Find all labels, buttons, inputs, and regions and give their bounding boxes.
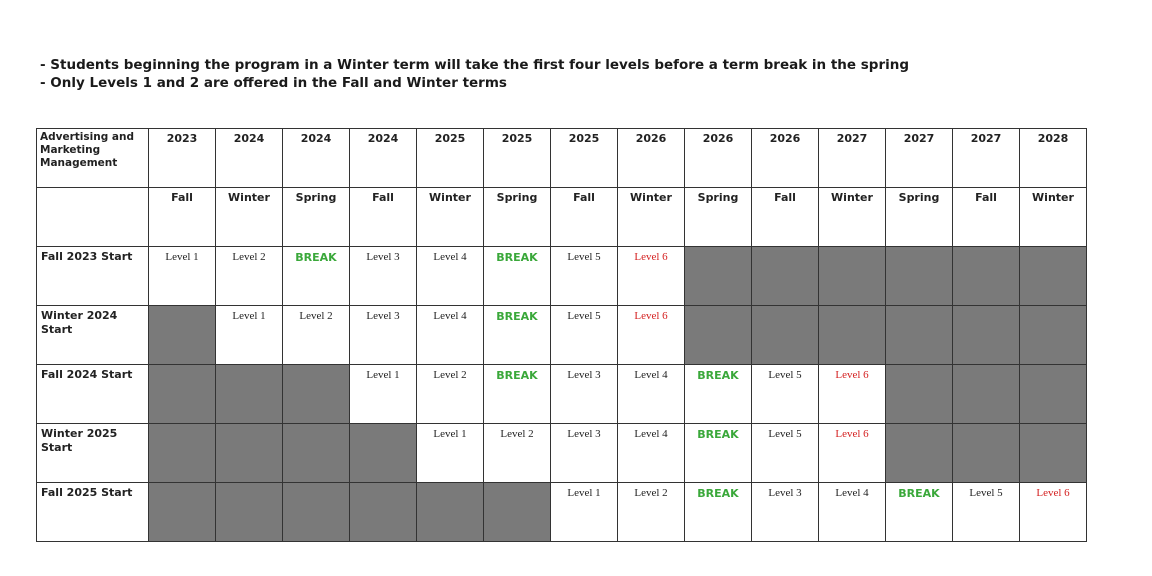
level-cell: Level 1 [551,483,618,542]
level-cell: Level 3 [350,306,417,365]
level-cell: Level 1 [216,306,283,365]
level-cell: Level 2 [216,247,283,306]
term-header: Winter [819,188,886,247]
level-cell: Level 4 [417,247,484,306]
note-levels-offered: - Only Levels 1 and 2 are offered in the Fall and Winter terms [40,75,507,91]
term-header-row [37,188,1087,247]
unavailable-cell [1020,306,1087,365]
year-header: 2023 [149,129,216,188]
unavailable-cell [886,306,953,365]
unavailable-cell [283,483,350,542]
unavailable-cell [149,483,216,542]
break-cell: BREAK [685,483,752,542]
break-cell: BREAK [484,247,551,306]
term-header: Spring [484,188,551,247]
level-cell: Level 5 [752,424,819,483]
level-cell: Level 5 [551,306,618,365]
year-header: 2025 [551,129,618,188]
cohort-row [37,247,1087,306]
level-cell: Level 4 [417,306,484,365]
year-header: 2024 [216,129,283,188]
level-cell: Level 3 [350,247,417,306]
final-level-cell: Level 6 [1020,483,1087,542]
cohort-row [37,306,1087,365]
term-header: Spring [283,188,350,247]
term-header-blank [37,188,149,247]
unavailable-cell [886,365,953,424]
unavailable-cell [819,306,886,365]
term-header: Fall [149,188,216,247]
unavailable-cell [685,247,752,306]
level-cell: Level 2 [283,306,350,365]
year-header: 2025 [484,129,551,188]
unavailable-cell [953,424,1020,483]
cohort-row [37,483,1087,542]
cohort-label: Fall 2023 Start [37,247,149,306]
unavailable-cell [149,424,216,483]
unavailable-cell [283,365,350,424]
unavailable-cell [216,424,283,483]
unavailable-cell [149,365,216,424]
unavailable-cell [953,247,1020,306]
break-cell: BREAK [484,365,551,424]
program-schedule-table [36,128,1087,542]
year-header: 2025 [417,129,484,188]
unavailable-cell [484,483,551,542]
break-cell: BREAK [484,306,551,365]
level-cell: Level 4 [618,424,685,483]
term-header: Winter [216,188,283,247]
year-header: 2024 [350,129,417,188]
year-header: 2026 [618,129,685,188]
year-header: 2026 [752,129,819,188]
unavailable-cell [953,365,1020,424]
unavailable-cell [149,306,216,365]
term-header: Fall [551,188,618,247]
cohort-row [37,424,1087,483]
level-cell: Level 2 [484,424,551,483]
break-cell: BREAK [685,424,752,483]
unavailable-cell [953,306,1020,365]
term-header: Spring [886,188,953,247]
level-cell: Level 3 [752,483,819,542]
cohort-label: Winter 2024 Start [37,306,149,365]
unavailable-cell [685,306,752,365]
unavailable-cell [886,247,953,306]
level-cell: Level 5 [752,365,819,424]
unavailable-cell [1020,365,1087,424]
level-cell: Level 1 [350,365,417,424]
break-cell: BREAK [685,365,752,424]
unavailable-cell [1020,424,1087,483]
level-cell: Level 2 [417,365,484,424]
unavailable-cell [216,365,283,424]
level-cell: Level 5 [953,483,1020,542]
cohort-row [37,365,1087,424]
unavailable-cell [752,247,819,306]
level-cell: Level 3 [551,365,618,424]
program-name: Advertising and Marketing Management [37,129,149,188]
cohort-label: Winter 2025 Start [37,424,149,483]
unavailable-cell [1020,247,1087,306]
level-cell: Level 2 [618,483,685,542]
final-level-cell: Level 6 [618,306,685,365]
notes [40,56,909,92]
note-winter-start: - Students beginning the program in a Winter term will take the first four levels before a term break in the spring [40,57,910,73]
year-header: 2026 [685,129,752,188]
term-header: Fall [752,188,819,247]
term-header: Fall [953,188,1020,247]
unavailable-cell [819,247,886,306]
final-level-cell: Level 6 [819,424,886,483]
break-cell: BREAK [886,483,953,542]
level-cell: Level 4 [819,483,886,542]
term-header: Spring [685,188,752,247]
cohort-label: Fall 2025 Start [37,483,149,542]
year-header: 2027 [953,129,1020,188]
year-header: 2027 [819,129,886,188]
term-header: Winter [1020,188,1087,247]
unavailable-cell [216,483,283,542]
term-header: Winter [618,188,685,247]
level-cell: Level 4 [618,365,685,424]
final-level-cell: Level 6 [618,247,685,306]
level-cell: Level 1 [149,247,216,306]
unavailable-cell [350,424,417,483]
year-header: 2027 [886,129,953,188]
level-cell: Level 5 [551,247,618,306]
unavailable-cell [752,306,819,365]
unavailable-cell [417,483,484,542]
break-cell: BREAK [283,247,350,306]
unavailable-cell [283,424,350,483]
term-header: Winter [417,188,484,247]
level-cell: Level 3 [551,424,618,483]
year-header-row [37,129,1087,188]
year-header: 2024 [283,129,350,188]
term-header: Fall [350,188,417,247]
unavailable-cell [350,483,417,542]
year-header: 2028 [1020,129,1087,188]
final-level-cell: Level 6 [819,365,886,424]
unavailable-cell [886,424,953,483]
cohort-label: Fall 2024 Start [37,365,149,424]
level-cell: Level 1 [417,424,484,483]
